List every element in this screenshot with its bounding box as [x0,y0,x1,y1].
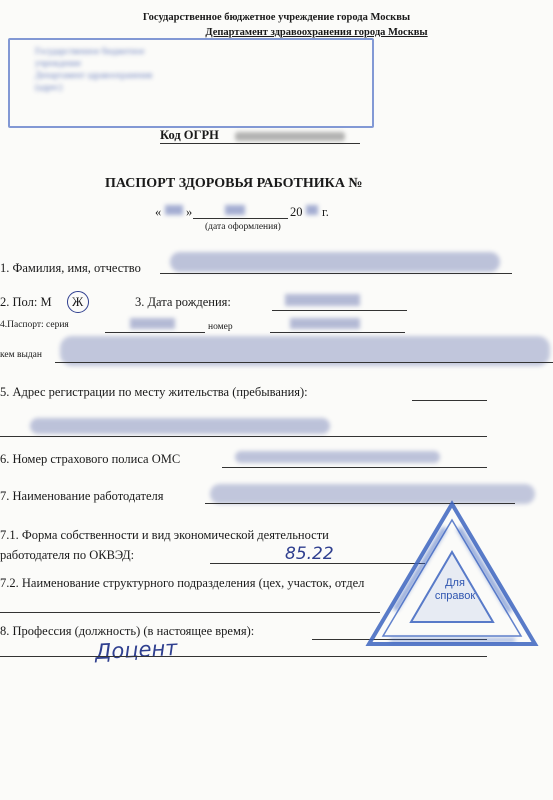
fio-label: 1. Фамилия, имя, отчество [0,261,141,275]
ogrn-label: Код ОГРН [160,128,219,142]
triangle-stamp-line2: справок [434,590,476,602]
date-year-suffix: г. [322,205,329,219]
ownership-label-line2: работодателя по ОКВЭД: [0,548,135,562]
triangle-stamp-text [430,577,480,603]
date-year-redacted [306,205,318,215]
okved-value: 85.22 [285,544,334,564]
oms-label: 6. Номер страхового полиса ОМС [0,452,181,466]
stamp-line-4: (адрес) [35,82,63,92]
fio-value-redacted [170,252,500,272]
oms-value-redacted [235,451,440,463]
stamp-line-1: Государственное бюджетное [35,46,145,56]
org-name-line2: Департамент здравоохранения города Москвы [205,27,428,38]
passport-number-label: номер [208,322,233,332]
profession-value: Доцент [94,635,179,665]
date-caption: (дата оформления) [205,222,281,232]
profession-label: 8. Профессия (должность) (в настоящее время): [0,624,255,638]
date-month-redacted [225,205,245,215]
sex-female: Ж [72,295,84,309]
rectangular-stamp [8,38,374,128]
birth-date-redacted [285,294,360,306]
triangle-stamp-line1: Для [445,577,465,589]
ownership-label-line1: 7.1. Форма собственности и вид экономической деятельности [0,528,329,542]
passport-series-redacted [130,318,175,329]
issued-by-label: кем выдан [0,350,42,360]
passport-number-redacted [290,318,360,329]
date-open-quote: « [155,205,162,219]
date-year-prefix: 20 [290,205,303,219]
subdivision-label: 7.2. Наименование структурного подразделения (цех, участок, отдел [0,576,365,590]
sex-label: 2. Пол: М [0,295,52,309]
birth-date-label: 3. Дата рождения: [135,295,231,309]
org-name-line1: Государственное бюджетное учреждение города Москвы [142,12,411,23]
page-title: ПАСПОРТ ЗДОРОВЬЯ РАБОТНИКА № [105,176,363,191]
date-day-redacted [165,205,183,215]
employer-label: 7. Наименование работодателя [0,489,164,503]
passport-series-label: 4.Паспорт: серия [0,320,69,330]
stamp-line-3: Департамент здравоохранения [35,70,153,80]
address-value-redacted [30,418,330,434]
ogrn-redacted [235,132,345,141]
address-label: 5. Адрес регистрации по месту жительства (пребывания): [0,385,308,399]
stamp-line-2: учреждение [35,58,81,68]
date-close-quote: » [186,205,193,219]
triangle-stamp [365,500,540,650]
